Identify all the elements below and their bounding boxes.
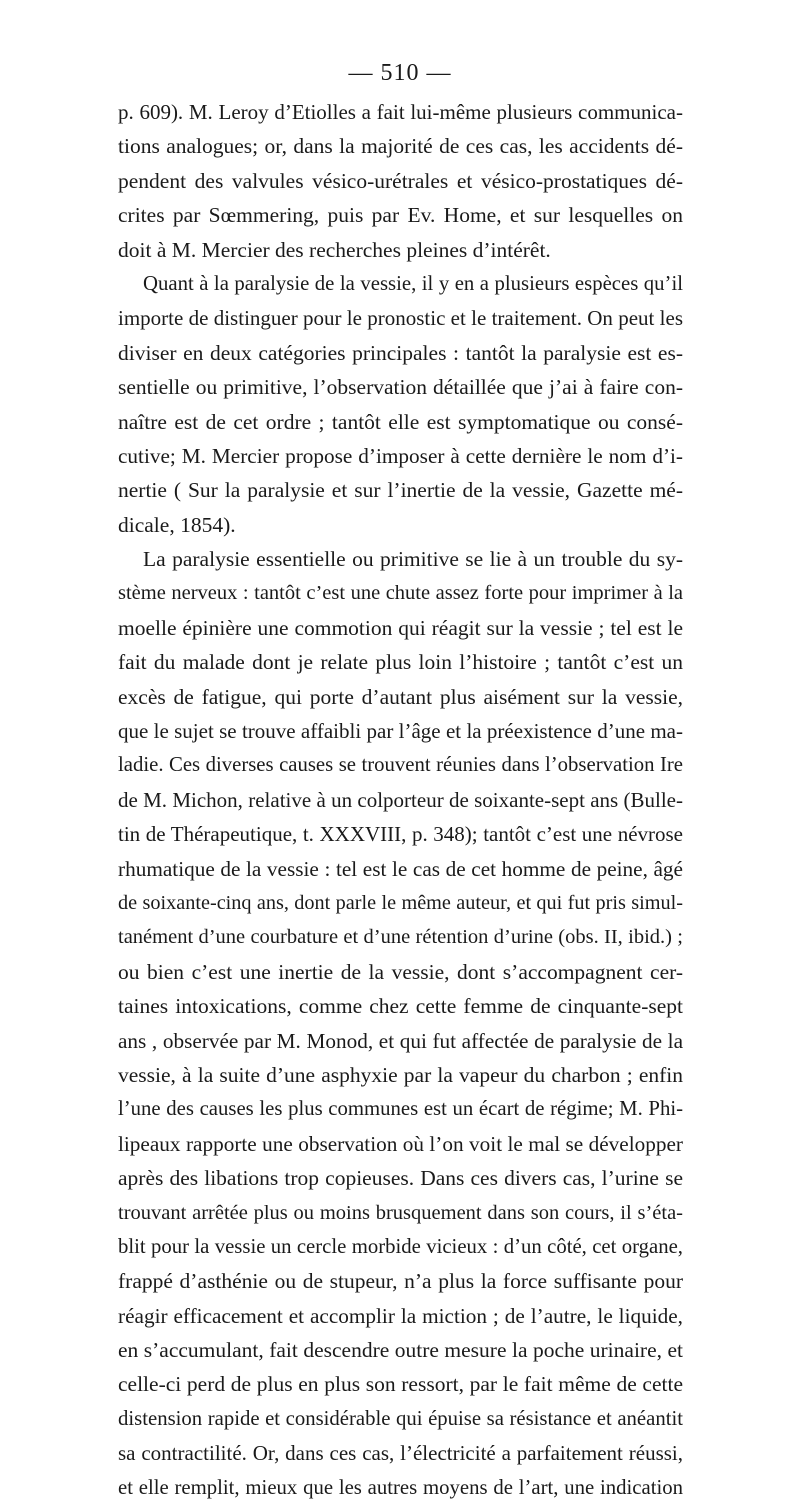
text-line: en s’accumulant, fait descendre outre mesure la poche urinaire, et <box>118 1338 683 1363</box>
text-line: taines intoxications, comme chez cette femme de cinquante-sept <box>118 994 683 1019</box>
text-line: lipeaux rapporte une observation où l’on voit le mal se développer <box>118 1131 683 1156</box>
text-line: naître est de cet ordre ; tantôt elle est symptomatique ou consé- <box>118 409 683 434</box>
text-line: l’une des causes les plus communes est un écart de régime; M. Phi- <box>118 1098 683 1121</box>
text-line: crites par Sœmmering, puis par Ev. Home, et sur lesquelles on <box>118 203 683 228</box>
text-line: de M. Michon, relative à un colporteur de soixante-sept ans (Bulle- <box>118 787 683 812</box>
text-line: dicale, 1854). <box>118 512 236 537</box>
text-line: sentielle ou primitive, l’observation détaillée que j’ai à faire con- <box>118 375 683 400</box>
text-line: sa contractilité. Or, dans ces cas, l’électricité a parfaitement réussi, <box>118 1441 683 1466</box>
text-line: distension rapide et considérable qui épuise sa résistance et anéantit <box>118 1407 683 1430</box>
text-line: après des libations trop copieuses. Dans ces divers cas, l’urine se <box>118 1166 683 1191</box>
text-line: ou bien c’est une inertie de la vessie, dont s’accompagnent cer- <box>118 959 683 984</box>
text-line: vessie, à la suite d’une asphyxie par la vapeur du charbon ; enfin <box>118 1062 683 1087</box>
text-line: rhumatique de la vessie : tel est le cas de cet homme de peine, âgé <box>118 856 683 881</box>
text-line: ans , observée par M. Monod, et qui fut affectée de paralysie de la <box>118 1028 683 1053</box>
text-line: tions analogues; or, dans la majorité de ces cas, les accidents dé- <box>118 134 683 159</box>
text-line: cutive; M. Mercier propose d’imposer à cette dernière le nom d’i- <box>118 443 683 468</box>
text-line: p. 609). M. Leroy d’Etiolles a fait lui-même plusieurs communica- <box>118 100 683 124</box>
text-line: stème nerveux : tantôt c’est une chute assez forte pour imprimer à la <box>118 582 683 605</box>
text-line: pendent des valvules vésico-urétrales et vésico-prostatiques dé- <box>118 168 683 193</box>
text-line: tin de Thérapeutique, t. XXXVIII, p. 348); tantôt c’est une névrose <box>118 822 683 847</box>
text-line: frappé d’asthénie ou de stupeur, n’a plus la force suffisante pour <box>118 1269 683 1294</box>
text-line: diviser en deux catégories principales : tantôt la paralysie est es- <box>118 340 683 365</box>
text-line: blit pour la vessie un cercle morbide vicieux : d’un côté, cet organe, <box>118 1235 683 1258</box>
text-line: Quant à la paralysie de la vessie, il y en a plusieurs espèces qu’il <box>143 272 683 295</box>
text-line: que le sujet se trouve affaibli par l’âge et la préexistence d’une ma- <box>118 719 683 744</box>
text-line: ladie. Ces diverses causes se trouvent réunies dans l’observation Ire <box>118 754 683 777</box>
text-line: trouvant arrêtée plus ou moins brusquement dans son cours, il s’éta- <box>118 1201 683 1224</box>
page-number: — 510 — <box>348 60 452 86</box>
body-text <box>118 95 683 1505</box>
text-line: de soixante-cinq ans, dont parle le même auteur, et qui fut pris simul- <box>118 891 683 914</box>
text-line: tanément d’une courbature et d’une rétention d’urine (obs. II, ibid.) ; <box>118 926 683 949</box>
text-line: nertie ( Sur la paralysie et sur l’inertie de la vessie, Gazette mé- <box>118 478 683 503</box>
text-line: moelle épinière une commotion qui réagit sur la vessie ; tel est le <box>118 615 683 640</box>
text-line: La paralysie essentielle ou primitive se lie à un trouble du sy- <box>143 547 683 572</box>
text-line: celle-ci perd de plus en plus son ressort, par le fait même de cette <box>118 1372 683 1397</box>
text-line: excès de fatigue, qui porte d’autant plus aisément sur la vessie, <box>118 684 683 709</box>
text-line: importe de distinguer pour le pronostic et le traitement. On peut les <box>118 306 683 331</box>
text-line: réagir efficacement et accomplir la miction ; de l’autre, le liquide, <box>118 1303 683 1328</box>
text-line: fait du malade dont je relate plus loin l’histoire ; tantôt c’est un <box>118 650 683 675</box>
text-line: doit à M. Mercier des recherches pleines d’intérêt. <box>118 237 551 262</box>
text-line: et elle remplit, mieux que les autres moyens de l’art, une indication <box>118 1476 683 1499</box>
